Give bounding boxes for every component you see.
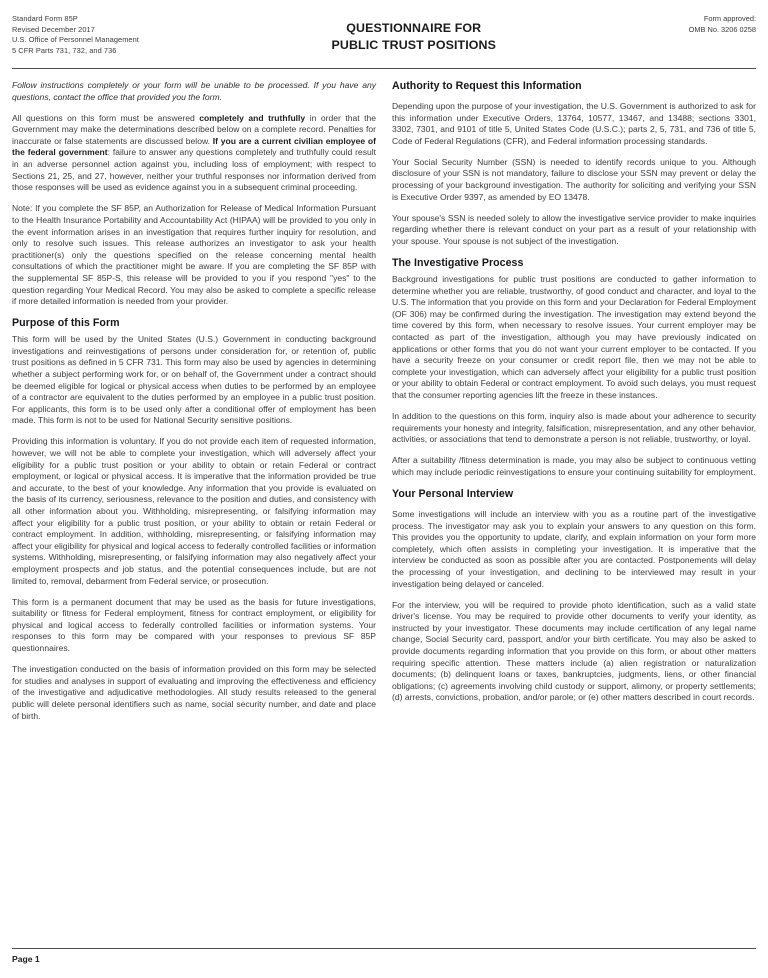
form-revision-date: Revised December 2017 bbox=[12, 24, 95, 34]
page-number: Page 1 bbox=[12, 954, 40, 964]
purpose-paragraph-1: This form will be used by the United States (U.S.) Government in conducting background investigations and reinvestigations of persons under consideration for, or retention of, public trust positions as defined in 5 CFR 731. This form may also be used by agencies in determining whether a subject performing work for, or on behalf of, the Government under a contract should be deemed eligible for logical or physical access when duties to be performed by an employee of a contractor are equivalent to the duties performed by an employee in a public trust position. For applicants, this form is to be used only after a conditional offer of employment has been made. This form is not to be used for National Security sensitive positions. bbox=[12, 334, 376, 426]
hipaa-note-paragraph: Note: If you complete the SF 85P, an Authorization for Release of Medical Information Pursuant to the Health Insurance Portability and Accountability Act (HIPAA) will be provided to you only in the event information arises in an investigation that requires further inquiry for resolution, and only to resolve such issues. This release authorizes an investigator to ask your health practitioner(s) only the questions specified on the release concerning mental health consultations of which the practitioner might be aware. If you are completing the SF 85P with the supplemental SF 85P-S, this release will be provided to you if you respond "yes" to the question regarding Your Medical Record. You may also be asked to complete a specific release if more detailed information is needed from your provider. bbox=[12, 203, 376, 307]
form-identification-block bbox=[12, 13, 139, 56]
process-paragraph-3: After a suitability /fitness determination is made, you may also be subject to continuous vetting which may include periodic reinvestigations to ensure your continuing suitability for employment. bbox=[392, 455, 756, 477]
document-masthead bbox=[12, 13, 756, 63]
left-column bbox=[12, 80, 376, 732]
page-title-line-2: PUBLIC TRUST POSITIONS bbox=[331, 38, 497, 52]
process-paragraph-2: In addition to the questions on this form, inquiry also is made about your adherence to security requirements your honesty and integrity, falsification, misrepresentation, and any other behavior, activities, or associations that tend to demonstrate a person is not reliable, trustworthy, or loyal. bbox=[392, 411, 756, 445]
instructions-notice: Follow instructions completely or your form will be unable to be processed. If you have any questions, contact the office that provided you the form. bbox=[12, 80, 376, 102]
heading-personal-interview: Your Personal Interview bbox=[392, 488, 514, 501]
issuing-agency: U.S. Office of Personnel Management bbox=[12, 35, 139, 44]
authority-paragraph-1: Depending upon the purpose of your investigation, the U.S. Government is authorized to ask for this information under Executive Orders, 13764, 10577, 13467, and 13488; sections 3301, 3302, 7301, and 9101 of title 5, United States Code (U.S.C.); parts 2, 5, 731, and 736 of title 5, Code of Federal Regulations (CFR), and Federal information processing standards. bbox=[392, 101, 756, 146]
two-column-body bbox=[12, 80, 756, 732]
purpose-paragraph-3: This form is a permanent document that may be used as the basis for future investigations, suitability or fitness for Federal employment, fitness for contract employment, or eligibility for physical and logical access to federally controlled facilities or information systems. Your responses to this form may be compared with your responses to previous SF 85P questionnaires. bbox=[12, 596, 376, 654]
omb-approval-block bbox=[689, 13, 756, 35]
interview-paragraph-1: Some investigations will include an interview with you as a routine part of the investigative process. The investigator may ask you to explain your answers to any question on this form. This provides you the opportunity to update, clarify, and explain information on your form more completely, which often assists in completing your investigation. It is imperative that the interview be conducted as soon as possible after you are contacted. Postponements will delay the processing of your investigation, and declining to be interviewed may result in your investigation being delayed or canceled. bbox=[392, 509, 756, 589]
truthfulness-text-1: All questions on this form must be answered bbox=[12, 112, 200, 123]
cfr-citation: 5 CFR Parts 731, 732, and 736 bbox=[12, 45, 117, 55]
truthfulness-emphasis-1: completely and truthfully bbox=[199, 112, 306, 123]
right-column bbox=[392, 80, 756, 732]
omb-number: OMB No. 3206 0258 bbox=[688, 24, 756, 34]
purpose-paragraph-4: The investigation conducted on the basis of information provided on this form may be selected for studies and analyses in support of evaluating and improving the effectiveness and efficiency of the investigative and adjudicative methodologies. All study results released to the general public will delete personal identifiers such as name, social security number, and date and place of birth. bbox=[12, 664, 376, 721]
purpose-paragraph-2: Providing this information is voluntary. If you do not provide each item of requested information, however, we will not be able to complete your investigation, which will adversely affect your eligibility for a public trust position or your ability to obtain or retain Federal or contract employment, or logical or physical access. It is imperative that the information provided be true and accurate, to the best of your knowledge. Any information that you provide is evaluated on the basis of its currency, seriousness, relevance to the position and duties, and consistency with all other information about you. Withholding, misrepresenting, or falsifying information may affect your eligibility for a public trust position, or your ability to obtain or retain Federal or contract employment. In addition, withholding, misrepresenting, or falsifying information may affect your eligibility for physical and logical access to federally controlled facilities or information systems. Withholding, misrepresenting, or falsifying information may also negatively affect your employment prospects and job status, and the potential consequences include, but are not limited to, removal, debarment from Federal service, or prosecution. bbox=[12, 436, 376, 586]
truthfulness-emphasis-2: If you are a current civilian employee of the federal government bbox=[12, 135, 376, 158]
page-footer bbox=[12, 948, 756, 964]
truthfulness-text-2: in order that the Government may make the determinations described below on a complete record. Penalties for inaccurate or false statements are discussed below. bbox=[12, 112, 376, 146]
page-title-line-1: QUESTIONNAIRE FOR bbox=[346, 21, 482, 35]
footer-divider-rule bbox=[12, 948, 756, 949]
form-approved-label: Form approved: bbox=[703, 14, 756, 23]
heading-purpose-of-this-form: Purpose of this Form bbox=[12, 317, 120, 330]
interview-paragraph-2: For the interview, you will be required to provide photo identification, such as a valid state driver's license. You may be required to provide other documents to verify your identity, as instructed by your investigator. These documents may include certification of any legal name change, Social Security card, passport, and/or your birth certificate. You may also be asked to provide documents regarding information that you provide on this form, or about other matters requiring specific attention. These matters include (a) alien registration or naturalization documents; (b) delinquent loans or taxes, bankruptcies, judgments, liens, or other financial obligations; (c) agreements involving child custody or support, alimony, or property settlements; (d) arrests, convictions, probation, and/or parole; or (e) other matters described in court records. bbox=[392, 599, 756, 703]
form-number: Standard Form 85P bbox=[12, 14, 78, 23]
truthfulness-paragraph bbox=[12, 113, 376, 194]
truthfulness-text-3: : failure to answer any questions completely and truthfully could result in an adverse personnel action against you, including loss of employment; with respect to Sections 21, 25, and 27, however, neither your truthful responses nor information derived from those responses will be used as evidence against you in a subsequent criminal proceeding. bbox=[12, 147, 376, 193]
header-divider-rule bbox=[12, 68, 756, 69]
heading-investigative-process: The Investigative Process bbox=[392, 257, 524, 270]
heading-authority-to-request: Authority to Request this Information bbox=[392, 80, 582, 92]
authority-paragraph-2: Your Social Security Number (SSN) is needed to identify records unique to you. Although disclosure of your SSN is not mandatory, failure to disclose your SSN may prevent or delay the processing of your background investigation. The authority for soliciting and verifying your SSN is Executive Order 9397, as amended by EO 13478. bbox=[392, 156, 756, 202]
process-paragraph-1: Background investigations for public trust positions are conducted to gather information to determine whether you are reliable, trustworthy, of good conduct and character, and loyal to the U.S. The information that you provide on this form and your Declaration for Federal Employment (OF 306) may be confirmed during the investigation. The investigation may extend beyond the time covered by this form, when necessary to resolve issues. Your current employer may be contacted as part of the investigation, although you may have previously indicated on applications or other forms that you do not want your current employer to be contacted. If you have a security freeze on your consumer or credit report file, then we may not be able to complete your investigation, which can adversely affect your eligibility for a public trust position or your ability to obtain Federal or contract employment. To avoid such delays, you must request that the consumer reporting agencies lift the freeze in these instances. bbox=[392, 274, 756, 400]
authority-paragraph-3: Your spouse's SSN is needed solely to allow the investigative service provider to make inquiries regarding whether there is relevant conduct on your part as a result of your relationship with your spouse. Your spouse is not subject of the investigation. bbox=[392, 212, 756, 246]
page-title bbox=[139, 13, 689, 54]
